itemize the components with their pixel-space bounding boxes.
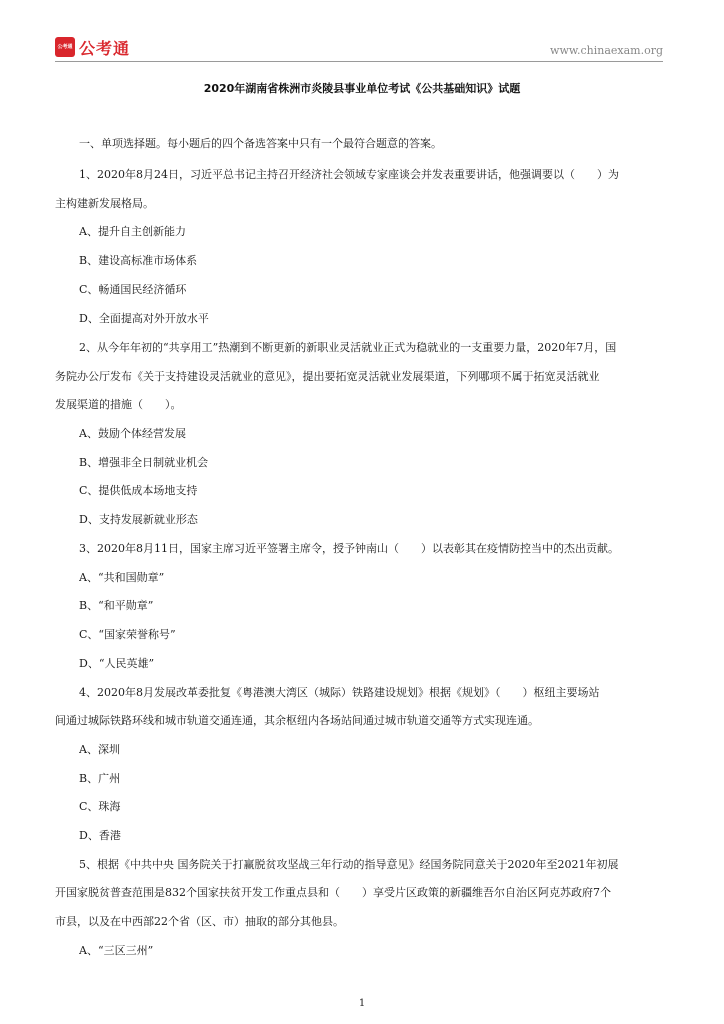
q4-option-a: A、深圳	[79, 743, 120, 756]
header-divider	[55, 61, 663, 62]
question-2-line-2: 务院办公厅发布《关于支持建设灵活就业的意见》，提出要拓宽灵活就业发展渠道，下列哪项不属于拓宽灵活就业	[55, 370, 600, 383]
q2-option-d: D、支持发展新就业形态	[79, 513, 198, 526]
q3-option-a: A、“共和国勋章”	[79, 571, 165, 584]
q3-option-d: D、“人民英雄”	[79, 657, 155, 670]
q2-option-b: B、增强非全日制就业机会	[79, 456, 209, 469]
logo	[55, 36, 130, 58]
logo-badge-icon: 公考通	[55, 37, 75, 57]
section-heading: 一、单项选择题。每小题后的四个备选答案中只有一个最符合题意的答案。	[79, 137, 442, 150]
q2-option-c: C、提供低成本场地支持	[79, 484, 198, 497]
question-3-line-1: 3、2020年8月11日，国家主席习近平签署主席令，授予钟南山（ ）以表彰其在疫情防控当中的杰出贡献。	[79, 542, 619, 555]
q4-option-d: D、香港	[79, 829, 121, 842]
question-1-line-2: 主构建新发展格局。	[55, 197, 154, 210]
q5-option-a: A、“三区三州”	[79, 944, 154, 957]
question-4-line-2: 间通过城际铁路环线和城市轨道交通连通，其余枢纽内各场站间通过城市轨道交通等方式实现连通。	[55, 714, 539, 727]
question-5-line-1: 5、根据《中共中央 国务院关于打赢脱贫攻坚战三年行动的指导意见》经国务院同意关于2020年至2021年初展	[79, 858, 619, 871]
question-5-line-2: 开国家脱贫普查范围是832个国家扶贫开发工作重点县和（ ）享受片区政策的新疆维吾尔自治区阿克苏政府7个	[55, 886, 611, 899]
question-4-line-1: 4、2020年8月发展改革委批复《粤港澳大湾区（城际）铁路建设规划》根据《规划》（ ）枢纽主要场站	[79, 686, 600, 699]
q3-option-c: C、“国家荣誉称号”	[79, 628, 176, 641]
q1-option-b: B、建设高标准市场体系	[79, 254, 198, 267]
page-number: 1	[358, 998, 366, 1009]
question-1-line-1: 1、2020年8月24日，习近平总书记主持召开经济社会领域专家座谈会并发表重要讲话，他强调要以（ ）为	[79, 168, 619, 181]
q4-option-c: C、珠海	[79, 800, 121, 813]
question-5-line-3: 市县，以及在中西部22个省（区、市）抽取的部分其他县。	[55, 915, 344, 928]
q3-option-b: B、“和平勋章”	[79, 599, 154, 612]
question-2-line-1: 2、从今年年初的“共享用工”热潮到不断更新的新职业灵活就业正式为稳就业的一支重要力量，2020年7月，国	[79, 341, 617, 354]
question-2-line-3: 发展渠道的措施（ ）。	[55, 398, 182, 411]
page-header	[55, 36, 663, 62]
q1-option-d: D、全面提高对外开放水平	[79, 312, 209, 325]
site-url: www.chinaexam.org	[550, 44, 663, 57]
q1-option-c: C、畅通国民经济循环	[79, 283, 187, 296]
q1-option-a: A、提升自主创新能力	[79, 225, 186, 238]
document-title: 2020年湖南省株洲市炎陵县事业单位考试《公共基础知识》试题	[203, 82, 521, 95]
logo-text: 公考通	[79, 38, 131, 58]
q2-option-a: A、鼓励个体经营发展	[79, 427, 186, 440]
q4-option-b: B、广州	[79, 772, 121, 785]
